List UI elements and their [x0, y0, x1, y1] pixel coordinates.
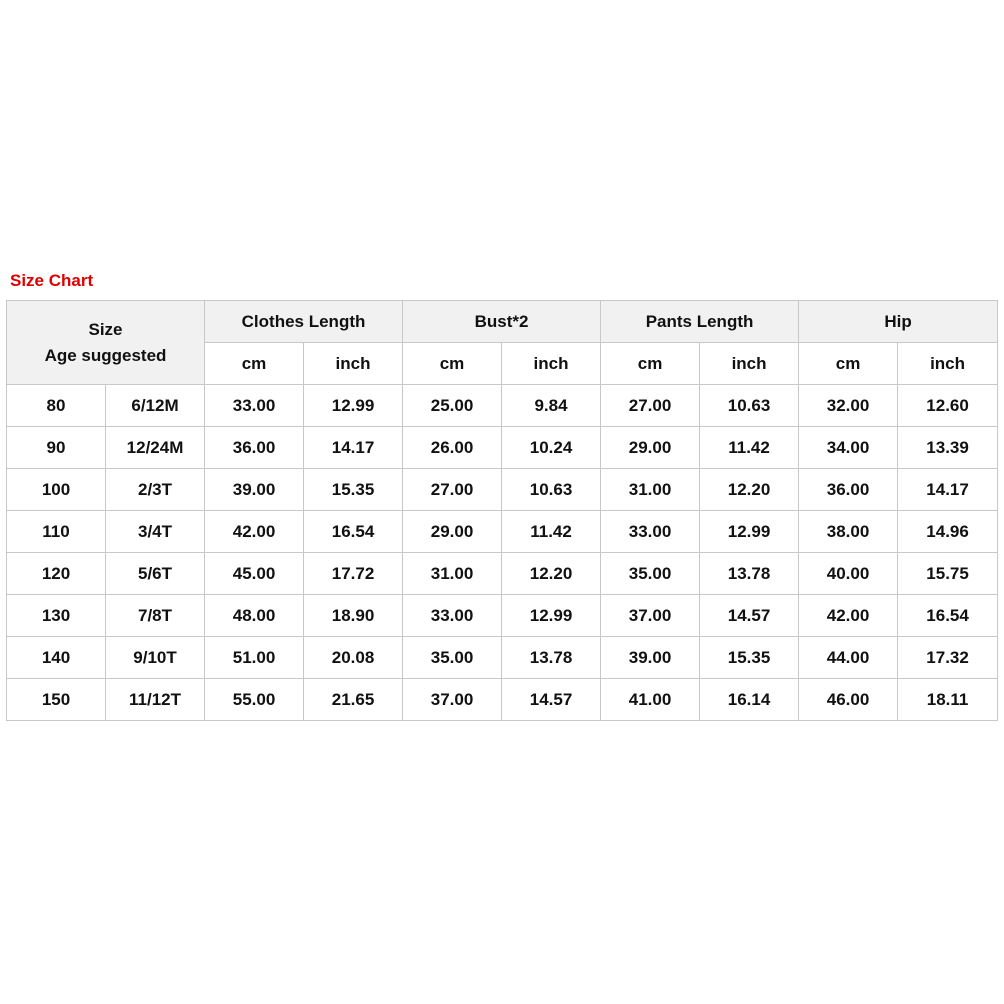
- value-cell-cm: 34.00: [799, 427, 898, 469]
- value-cell-inch: 12.20: [502, 553, 601, 595]
- age-cell: 7/8T: [106, 595, 205, 637]
- unit-cm: cm: [205, 343, 304, 385]
- value-cell-cm: 37.00: [403, 679, 502, 721]
- group-header-hip: Hip: [799, 301, 998, 343]
- age-cell: 9/10T: [106, 637, 205, 679]
- value-cell-cm: 38.00: [799, 511, 898, 553]
- group-header-pants-length: Pants Length: [601, 301, 799, 343]
- value-cell-inch: 14.96: [898, 511, 998, 553]
- value-cell-cm: 33.00: [403, 595, 502, 637]
- unit-cm: cm: [403, 343, 502, 385]
- value-cell-cm: 33.00: [601, 511, 700, 553]
- table-row: [7, 553, 998, 595]
- value-cell-cm: 37.00: [601, 595, 700, 637]
- table-row: [7, 679, 998, 721]
- unit-cm: cm: [799, 343, 898, 385]
- value-cell-cm: 46.00: [799, 679, 898, 721]
- value-cell-cm: 31.00: [403, 553, 502, 595]
- value-cell-inch: 18.90: [304, 595, 403, 637]
- size-chart-title: Size Chart: [10, 271, 94, 290]
- size-chart-table: [6, 300, 998, 721]
- age-cell: 5/6T: [106, 553, 205, 595]
- value-cell-inch: 14.57: [700, 595, 799, 637]
- value-cell-cm: 39.00: [601, 637, 700, 679]
- age-cell: 11/12T: [106, 679, 205, 721]
- value-cell-cm: 35.00: [601, 553, 700, 595]
- value-cell-cm: 25.00: [403, 385, 502, 427]
- value-cell-inch: 10.63: [700, 385, 799, 427]
- size-cell: 90: [7, 427, 106, 469]
- size-cell: 120: [7, 553, 106, 595]
- value-cell-cm: 27.00: [403, 469, 502, 511]
- group-header-clothes-length: Clothes Length: [205, 301, 403, 343]
- value-cell-inch: 21.65: [304, 679, 403, 721]
- value-cell-inch: 16.54: [304, 511, 403, 553]
- size-cell: 150: [7, 679, 106, 721]
- value-cell-inch: 16.54: [898, 595, 998, 637]
- value-cell-inch: 15.35: [700, 637, 799, 679]
- age-cell: 2/3T: [106, 469, 205, 511]
- value-cell-cm: 32.00: [799, 385, 898, 427]
- age-header-label: Age suggested: [44, 345, 167, 365]
- header-row-groups: [7, 301, 998, 343]
- unit-inch: inch: [898, 343, 998, 385]
- value-cell-cm: 44.00: [799, 637, 898, 679]
- value-cell-cm: 29.00: [601, 427, 700, 469]
- value-cell-cm: 36.00: [205, 427, 304, 469]
- value-cell-inch: 17.72: [304, 553, 403, 595]
- value-cell-cm: 33.00: [205, 385, 304, 427]
- value-cell-inch: 12.99: [304, 385, 403, 427]
- value-cell-inch: 14.57: [502, 679, 601, 721]
- value-cell-inch: 10.63: [502, 469, 601, 511]
- table-row: [7, 595, 998, 637]
- value-cell-inch: 10.24: [502, 427, 601, 469]
- value-cell-inch: 12.99: [700, 511, 799, 553]
- value-cell-cm: 36.00: [799, 469, 898, 511]
- age-cell: 12/24M: [106, 427, 205, 469]
- value-cell-cm: 48.00: [205, 595, 304, 637]
- value-cell-inch: 12.20: [700, 469, 799, 511]
- unit-inch: inch: [502, 343, 601, 385]
- size-cell: 100: [7, 469, 106, 511]
- value-cell-inch: 13.78: [700, 553, 799, 595]
- table-row: [7, 469, 998, 511]
- table-row: [7, 385, 998, 427]
- size-cell: 80: [7, 385, 106, 427]
- unit-inch: inch: [700, 343, 799, 385]
- unit-inch: inch: [304, 343, 403, 385]
- value-cell-inch: 16.14: [700, 679, 799, 721]
- value-cell-cm: 31.00: [601, 469, 700, 511]
- table-row: [7, 637, 998, 679]
- table-row: [7, 511, 998, 553]
- value-cell-inch: 18.11: [898, 679, 998, 721]
- value-cell-cm: 42.00: [205, 511, 304, 553]
- value-cell-cm: 29.00: [403, 511, 502, 553]
- size-header-label: Size: [88, 319, 123, 339]
- value-cell-cm: 55.00: [205, 679, 304, 721]
- value-cell-inch: 14.17: [898, 469, 998, 511]
- size-cell: 110: [7, 511, 106, 553]
- size-age-header: [7, 301, 205, 385]
- value-cell-cm: 45.00: [205, 553, 304, 595]
- value-cell-cm: 42.00: [799, 595, 898, 637]
- size-cell: 140: [7, 637, 106, 679]
- unit-cm: cm: [601, 343, 700, 385]
- value-cell-inch: 12.60: [898, 385, 998, 427]
- value-cell-inch: 17.32: [898, 637, 998, 679]
- size-cell: 130: [7, 595, 106, 637]
- age-cell: 6/12M: [106, 385, 205, 427]
- value-cell-cm: 27.00: [601, 385, 700, 427]
- value-cell-cm: 41.00: [601, 679, 700, 721]
- value-cell-inch: 11.42: [700, 427, 799, 469]
- table-row: [7, 427, 998, 469]
- table-body: [7, 385, 998, 721]
- value-cell-inch: 12.99: [502, 595, 601, 637]
- value-cell-cm: 26.00: [403, 427, 502, 469]
- value-cell-inch: 13.78: [502, 637, 601, 679]
- value-cell-cm: 40.00: [799, 553, 898, 595]
- value-cell-inch: 9.84: [502, 385, 601, 427]
- value-cell-cm: 39.00: [205, 469, 304, 511]
- value-cell-inch: 13.39: [898, 427, 998, 469]
- value-cell-cm: 35.00: [403, 637, 502, 679]
- value-cell-inch: 14.17: [304, 427, 403, 469]
- value-cell-inch: 15.75: [898, 553, 998, 595]
- value-cell-inch: 20.08: [304, 637, 403, 679]
- value-cell-inch: 11.42: [502, 511, 601, 553]
- value-cell-inch: 15.35: [304, 469, 403, 511]
- value-cell-cm: 51.00: [205, 637, 304, 679]
- age-cell: 3/4T: [106, 511, 205, 553]
- group-header-bust: Bust*2: [403, 301, 601, 343]
